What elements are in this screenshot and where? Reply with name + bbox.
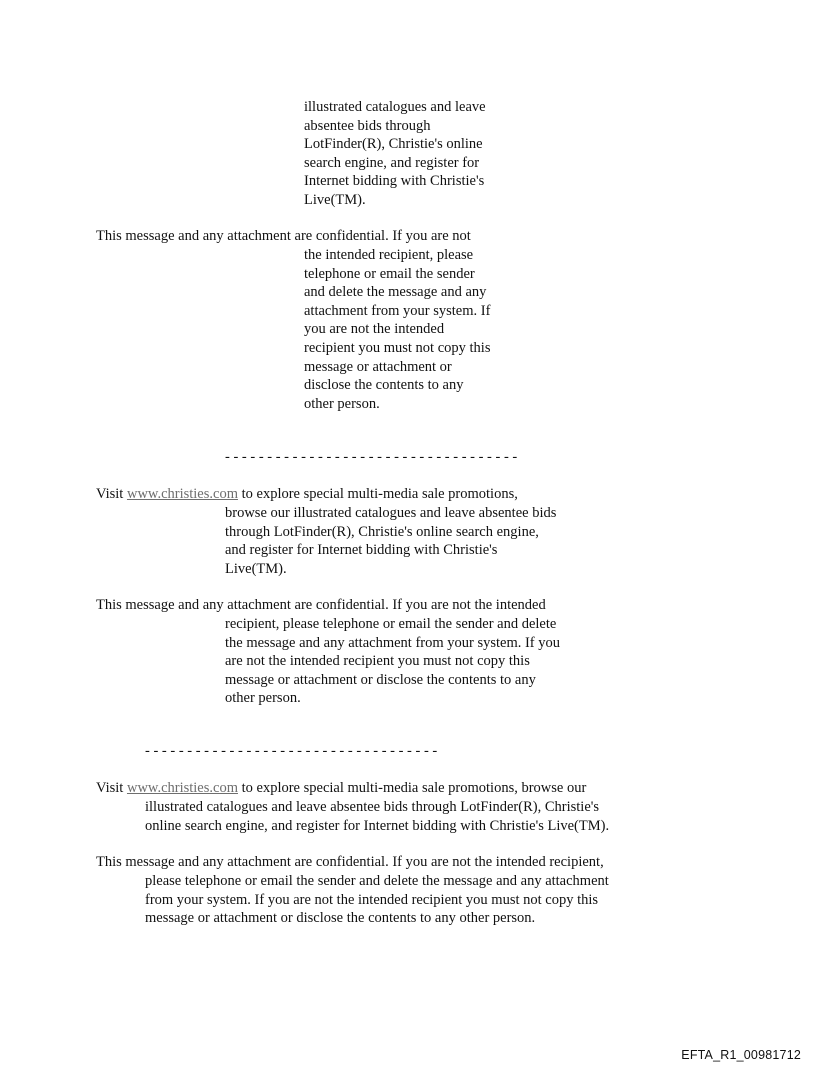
christies-link[interactable]: www.christies.com [126,780,238,796]
text-line: telephone or email the sender [304,265,475,282]
separator-dashes: - - - - - - - - - - - - - - - - - - - - - - - - - - - - - - - - - - - [145,743,438,759]
section3-confidential-first-line: This message and any attachment are confidential. If you are not the intended recipient, [96,854,604,870]
text-line: absentee bids through [304,117,431,134]
section1-visit-continuation [304,98,486,210]
text-line: recipient you must not copy this [304,339,491,356]
document-id: EFTA_R1_00981712 [681,1048,801,1062]
text-line: LotFinder(R), Christie's online [304,136,483,153]
text-line: online search engine, and register for Internet bidding with Christie's Live(TM). [145,817,610,834]
section2-visit-first-line: Visit www.christies.com to explore special multi-media sale promotions, [96,486,518,502]
text-line: illustrated catalogues and leave absentee bids through LotFinder(R), Christie's [145,799,600,815]
text-line: from your system. If you are not the intended recipient you must not copy this [145,891,599,908]
text-line: browse our illustrated catalogues and leave absentee bids [225,505,557,521]
text-line: attachment from your system. If [304,302,491,319]
text-line: the message and any attachment from your system. If you [225,634,561,651]
christies-link[interactable]: www.christies.com [126,486,238,502]
section3-visit-continuation [145,798,609,835]
text-line: please telephone or email the sender and delete the message and any attachment [145,873,609,889]
text-line: the intended recipient, please [304,247,474,263]
section2-visit-continuation [225,504,556,578]
text-line: through LotFinder(R), Christie's online search engine, [225,523,539,540]
text-line: and register for Internet bidding with Christie's [225,542,498,559]
text-line: message or attachment or disclose the contents to any other person. [145,910,536,927]
text-line: recipient, please telephone or email the sender and delete [225,616,557,632]
separator-dashes: - - - - - - - - - - - - - - - - - - - - - - - - - - - - - - - - - - - [225,449,518,465]
text-line: other person. [304,395,380,412]
text-line: message or attachment or disclose the contents to any [225,671,536,688]
text-line: other person. [225,690,301,707]
text-line: Internet bidding with Christie's [304,173,485,190]
section1-confidential-continuation [304,246,490,413]
section1-confidential-first-line: This message and any attachment are confidential. If you are not [96,228,471,244]
text-line: you are not the intended [304,321,445,338]
section3-confidential-continuation [145,872,609,928]
text-line: disclose the contents to any [304,377,464,394]
text-line: and delete the message and any [304,284,487,301]
text-line: illustrated catalogues and leave [304,99,486,115]
text-line: Live(TM). [225,560,287,577]
text-line: Live(TM). [304,191,366,208]
section3-visit-first-line: Visit www.christies.com to explore special multi-media sale promotions, browse our [96,780,587,796]
section2-confidential-continuation [225,615,560,708]
text-line: search engine, and register for [304,154,480,171]
section2-confidential-first-line: This message and any attachment are confidential. If you are not the intended [96,597,546,613]
text-line: message or attachment or [304,358,452,375]
text-line: are not the intended recipient you must not copy this [225,653,530,670]
